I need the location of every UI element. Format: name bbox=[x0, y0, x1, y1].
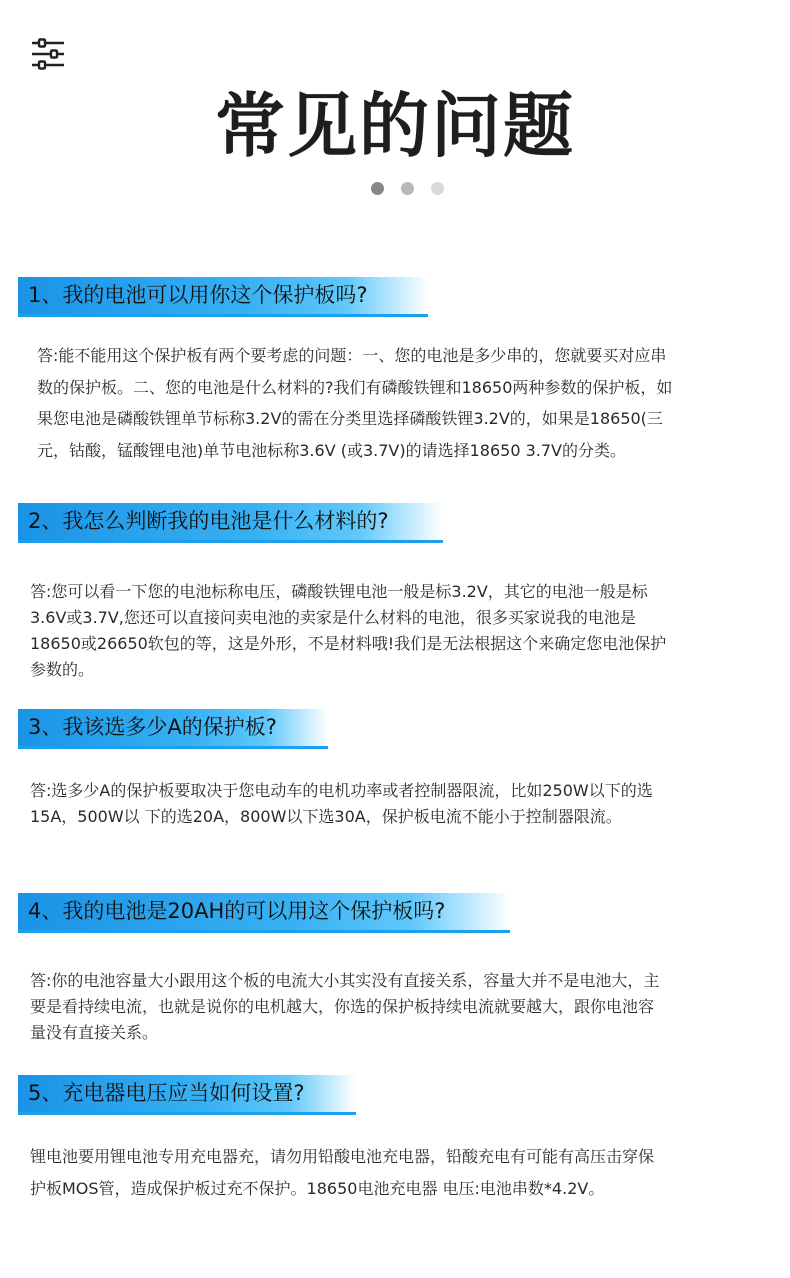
answer-line: 量没有直接关系。 bbox=[30, 1023, 159, 1042]
answer-line: 答:选多少A的保护板要取决于您电动车的电机功率或者控制器限流，比如250W以下的选 bbox=[30, 781, 653, 800]
answer-line: 元，钴酸，锰酸锂电池)单节电池标称3.6V (或3.7V)的请选择18650 3.7V的分类。 bbox=[37, 440, 626, 460]
faq-answer-4 bbox=[30, 968, 659, 1046]
answer-line: 答:你的电池容量大小跟用这个板的电流大小其实没有直接关系，容量大并不是电池大，主 bbox=[30, 971, 660, 990]
faq-question-3 bbox=[18, 709, 328, 746]
answer-line: 要是看持续电流，也就是说你的电机越大，你选的保护板持续电流就要越大，跟你电池容 bbox=[30, 997, 655, 1016]
faq-question-1-text: 1、我的电池可以用你这个保护板吗? bbox=[28, 283, 368, 307]
faq-question-4 bbox=[18, 893, 510, 930]
question-underline bbox=[18, 1112, 356, 1115]
page-title: 常见的问题 bbox=[215, 85, 575, 167]
faq-question-1 bbox=[18, 277, 428, 314]
faq-answer-1 bbox=[37, 340, 672, 466]
faq-answer-2 bbox=[30, 579, 666, 683]
answer-line: 答:能不能用这个保护板有两个要考虑的问题：一、您的电池是多少串的，您就要买对应串 bbox=[37, 346, 667, 365]
dot-3[interactable] bbox=[431, 182, 444, 195]
question-underline bbox=[18, 930, 510, 933]
question-underline bbox=[18, 540, 443, 543]
faq-question-4-text: 4、我的电池是20AH的可以用这个保护板吗? bbox=[28, 899, 446, 923]
answer-line: 18650或26650软包的等，这是外形，不是材料哦!我们是无法根据这个来确定您电池保护 bbox=[30, 634, 667, 653]
answer-line: 果您电池是磷酸铁锂单节标称3.2V的需在分类里选择磷酸铁锂3.2V的，如果是18650(三 bbox=[37, 409, 663, 428]
question-underline bbox=[18, 314, 428, 317]
dot-1[interactable] bbox=[371, 182, 384, 195]
faq-question-2 bbox=[18, 503, 443, 540]
dot-2[interactable] bbox=[401, 182, 414, 195]
faq-question-3-text: 3、我该选多少A的保护板? bbox=[28, 715, 277, 739]
answer-line: 答:您可以看一下您的电池标称电压，磷酸铁锂电池一般是标3.2V，其它的电池一般是标 bbox=[30, 582, 648, 601]
answer-line: 数的保护板。二、您的电池是什么材料的?我们有磷酸铁锂和18650两种参数的保护板，如 bbox=[37, 377, 673, 397]
faq-question-2-text: 2、我怎么判断我的电池是什么材料的? bbox=[28, 509, 389, 533]
sliders-icon[interactable] bbox=[30, 38, 66, 70]
faq-answer-3 bbox=[30, 778, 653, 830]
answer-line: 15A，500W以 下的选20A，800W以下选30A，保护板电流不能小于控制器限流。 bbox=[30, 807, 622, 826]
answer-line: 3.6V或3.7V,您还可以直接问卖电池的卖家是什么材料的电池，很多买家说我的电池是 bbox=[30, 608, 636, 627]
answer-line: 锂电池要用锂电池专用充电器充，请勿用铅酸电池充电器，铅酸充电有可能有高压击穿保 bbox=[30, 1147, 655, 1166]
faq-question-5-text: 5、充电器电压应当如何设置? bbox=[28, 1081, 305, 1105]
question-underline bbox=[18, 746, 328, 749]
faq-answer-5 bbox=[30, 1141, 654, 1205]
faq-question-5 bbox=[18, 1075, 356, 1112]
answer-line: 参数的。 bbox=[30, 660, 95, 679]
answer-line: 护板MOS管，造成保护板过充不保护。18650电池充电器 电压:电池串数*4.2V。 bbox=[30, 1179, 605, 1198]
